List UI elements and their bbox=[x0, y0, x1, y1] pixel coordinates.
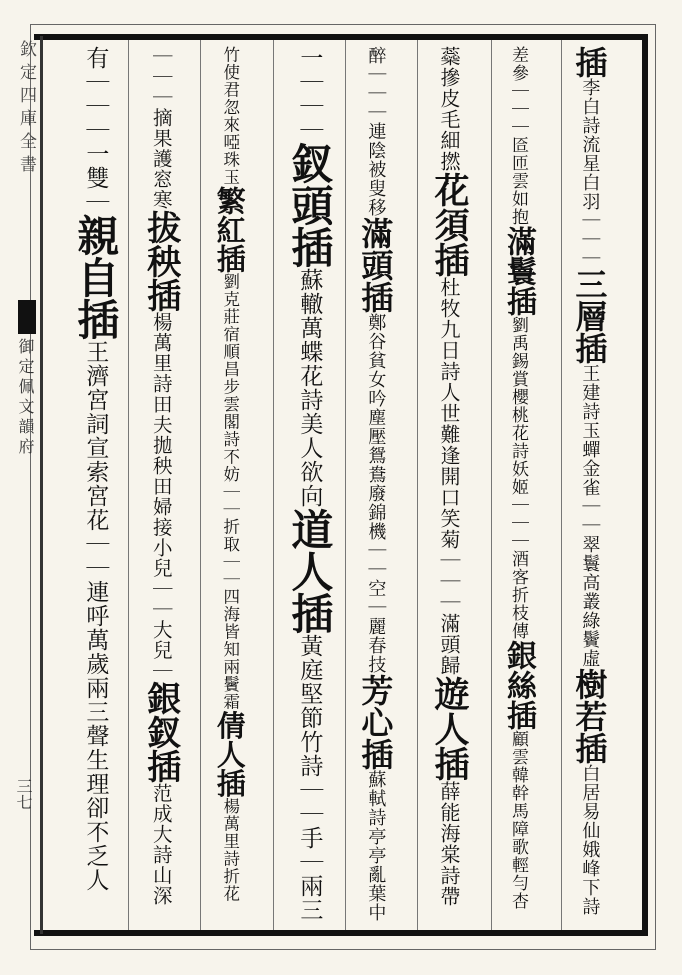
annotation-text: 差參｜｜｜匼匝雲如抱 bbox=[508, 46, 528, 226]
headword: 滿鬟插 bbox=[501, 226, 536, 316]
headword: 銀絲插 bbox=[501, 640, 536, 730]
annotation-text: 杜牧九日詩人世難逢開口笑菊｜｜｜滿頭歸 bbox=[437, 277, 461, 676]
annotation-text: 劉禹錫賞櫻桃花詩妖姬｜｜｜酒客折枝傳 bbox=[508, 316, 528, 640]
text-column-8 bbox=[70, 46, 120, 892]
annotation-text: 顧雲韓幹馬障歌輕勻杏 bbox=[508, 730, 528, 910]
column-divider bbox=[200, 40, 201, 930]
text-column-4 bbox=[356, 46, 394, 922]
headword: 倩人插 bbox=[212, 710, 247, 798]
headword: 親自插 bbox=[71, 214, 121, 340]
bottom-rule bbox=[34, 930, 648, 936]
column-divider bbox=[491, 40, 492, 930]
annotation-text: 楊萬里詩折花 bbox=[220, 797, 240, 903]
headword: 釵頭插 bbox=[285, 142, 335, 268]
page-frame bbox=[30, 24, 656, 950]
annotation-text: 薛能海棠詩帶 bbox=[437, 781, 461, 907]
text-column-2 bbox=[500, 46, 536, 910]
annotation-text: 蘂摻皮毛細撚 bbox=[437, 46, 461, 172]
annotation-text: 一｜｜｜ bbox=[296, 46, 323, 142]
text-column-1 bbox=[570, 46, 608, 916]
annotation-text: 蘇轍萬蝶花詩美人欲向 bbox=[296, 268, 323, 508]
headword: 花須插 bbox=[429, 172, 470, 277]
top-rule bbox=[34, 34, 648, 40]
left-border bbox=[40, 36, 43, 934]
annotation-text: 王濟宮詞宣索宮花｜｜連呼萬歲兩三聲 bbox=[82, 340, 109, 748]
headword: 繁紅插 bbox=[212, 186, 247, 273]
headword: 樹若插 bbox=[570, 668, 609, 764]
annotation-text: 白居易仙娥峰下詩 bbox=[579, 764, 601, 916]
column-divider bbox=[345, 40, 346, 930]
annotation-text: 有｜｜｜一雙｜ bbox=[82, 46, 109, 214]
headword: 芳心插 bbox=[356, 674, 395, 770]
right-border bbox=[642, 36, 648, 934]
headword: 道人插 bbox=[285, 508, 335, 634]
annotation-text: 竹使君忽來啞珠玉 bbox=[220, 46, 240, 186]
column-divider bbox=[417, 40, 418, 930]
column-divider bbox=[128, 40, 129, 930]
annotation-text: 蘇軾詩亭亭亂葉中 bbox=[365, 770, 387, 922]
annotation-text: ｜｜｜摘果護窓寒 bbox=[149, 46, 173, 210]
headword: 拔秧插 bbox=[140, 210, 181, 312]
annotation-text: 醉｜｜｜連陰被叟移 bbox=[365, 46, 387, 217]
annotation-text: 生理卻不乏人 bbox=[82, 748, 109, 892]
fish-tail-mark bbox=[18, 300, 36, 334]
column-divider bbox=[273, 40, 274, 930]
annotation-text: 黃庭堅節竹詩｜｜手｜兩三 bbox=[296, 634, 323, 922]
headword: 遊人插 bbox=[429, 676, 470, 781]
text-column-7 bbox=[140, 46, 181, 906]
text-column-3 bbox=[428, 46, 470, 907]
annotation-text: 李白詩流星白羽｜｜｜ bbox=[579, 78, 601, 268]
annotation-text: 王建詩玉蟬金雀｜｜翠鬟高叢綠鬢虛 bbox=[579, 364, 601, 668]
text-column-6 bbox=[212, 46, 247, 903]
column-divider bbox=[561, 40, 562, 930]
annotation-text: 劉克莊宿順昌步雲閣詩不妨｜｜折取｜｜四海皆知兩鬢霜 bbox=[220, 273, 240, 711]
folio-number: 三七 bbox=[14, 778, 33, 810]
headword: 三層插 bbox=[570, 268, 609, 364]
annotation-text: 楊萬里詩田夫拋秧田婦接小兒｜｜大兒｜ bbox=[149, 312, 173, 681]
margin-section-label: 御定佩文韻府 bbox=[16, 338, 35, 458]
headword: 銀釵插 bbox=[140, 681, 181, 783]
text-column-5 bbox=[284, 46, 334, 922]
margin-header: 欽定四庫全書 bbox=[16, 40, 36, 178]
annotation-text: 范成大詩山深 bbox=[149, 783, 173, 906]
headword: 插 bbox=[570, 46, 609, 78]
margin-block bbox=[0, 0, 40, 975]
headword: 滿頭插 bbox=[356, 217, 395, 313]
annotation-text: 鄭谷貧女吟塵壓鴛鴦廢錦機｜｜空｜麗春技 bbox=[365, 313, 387, 674]
